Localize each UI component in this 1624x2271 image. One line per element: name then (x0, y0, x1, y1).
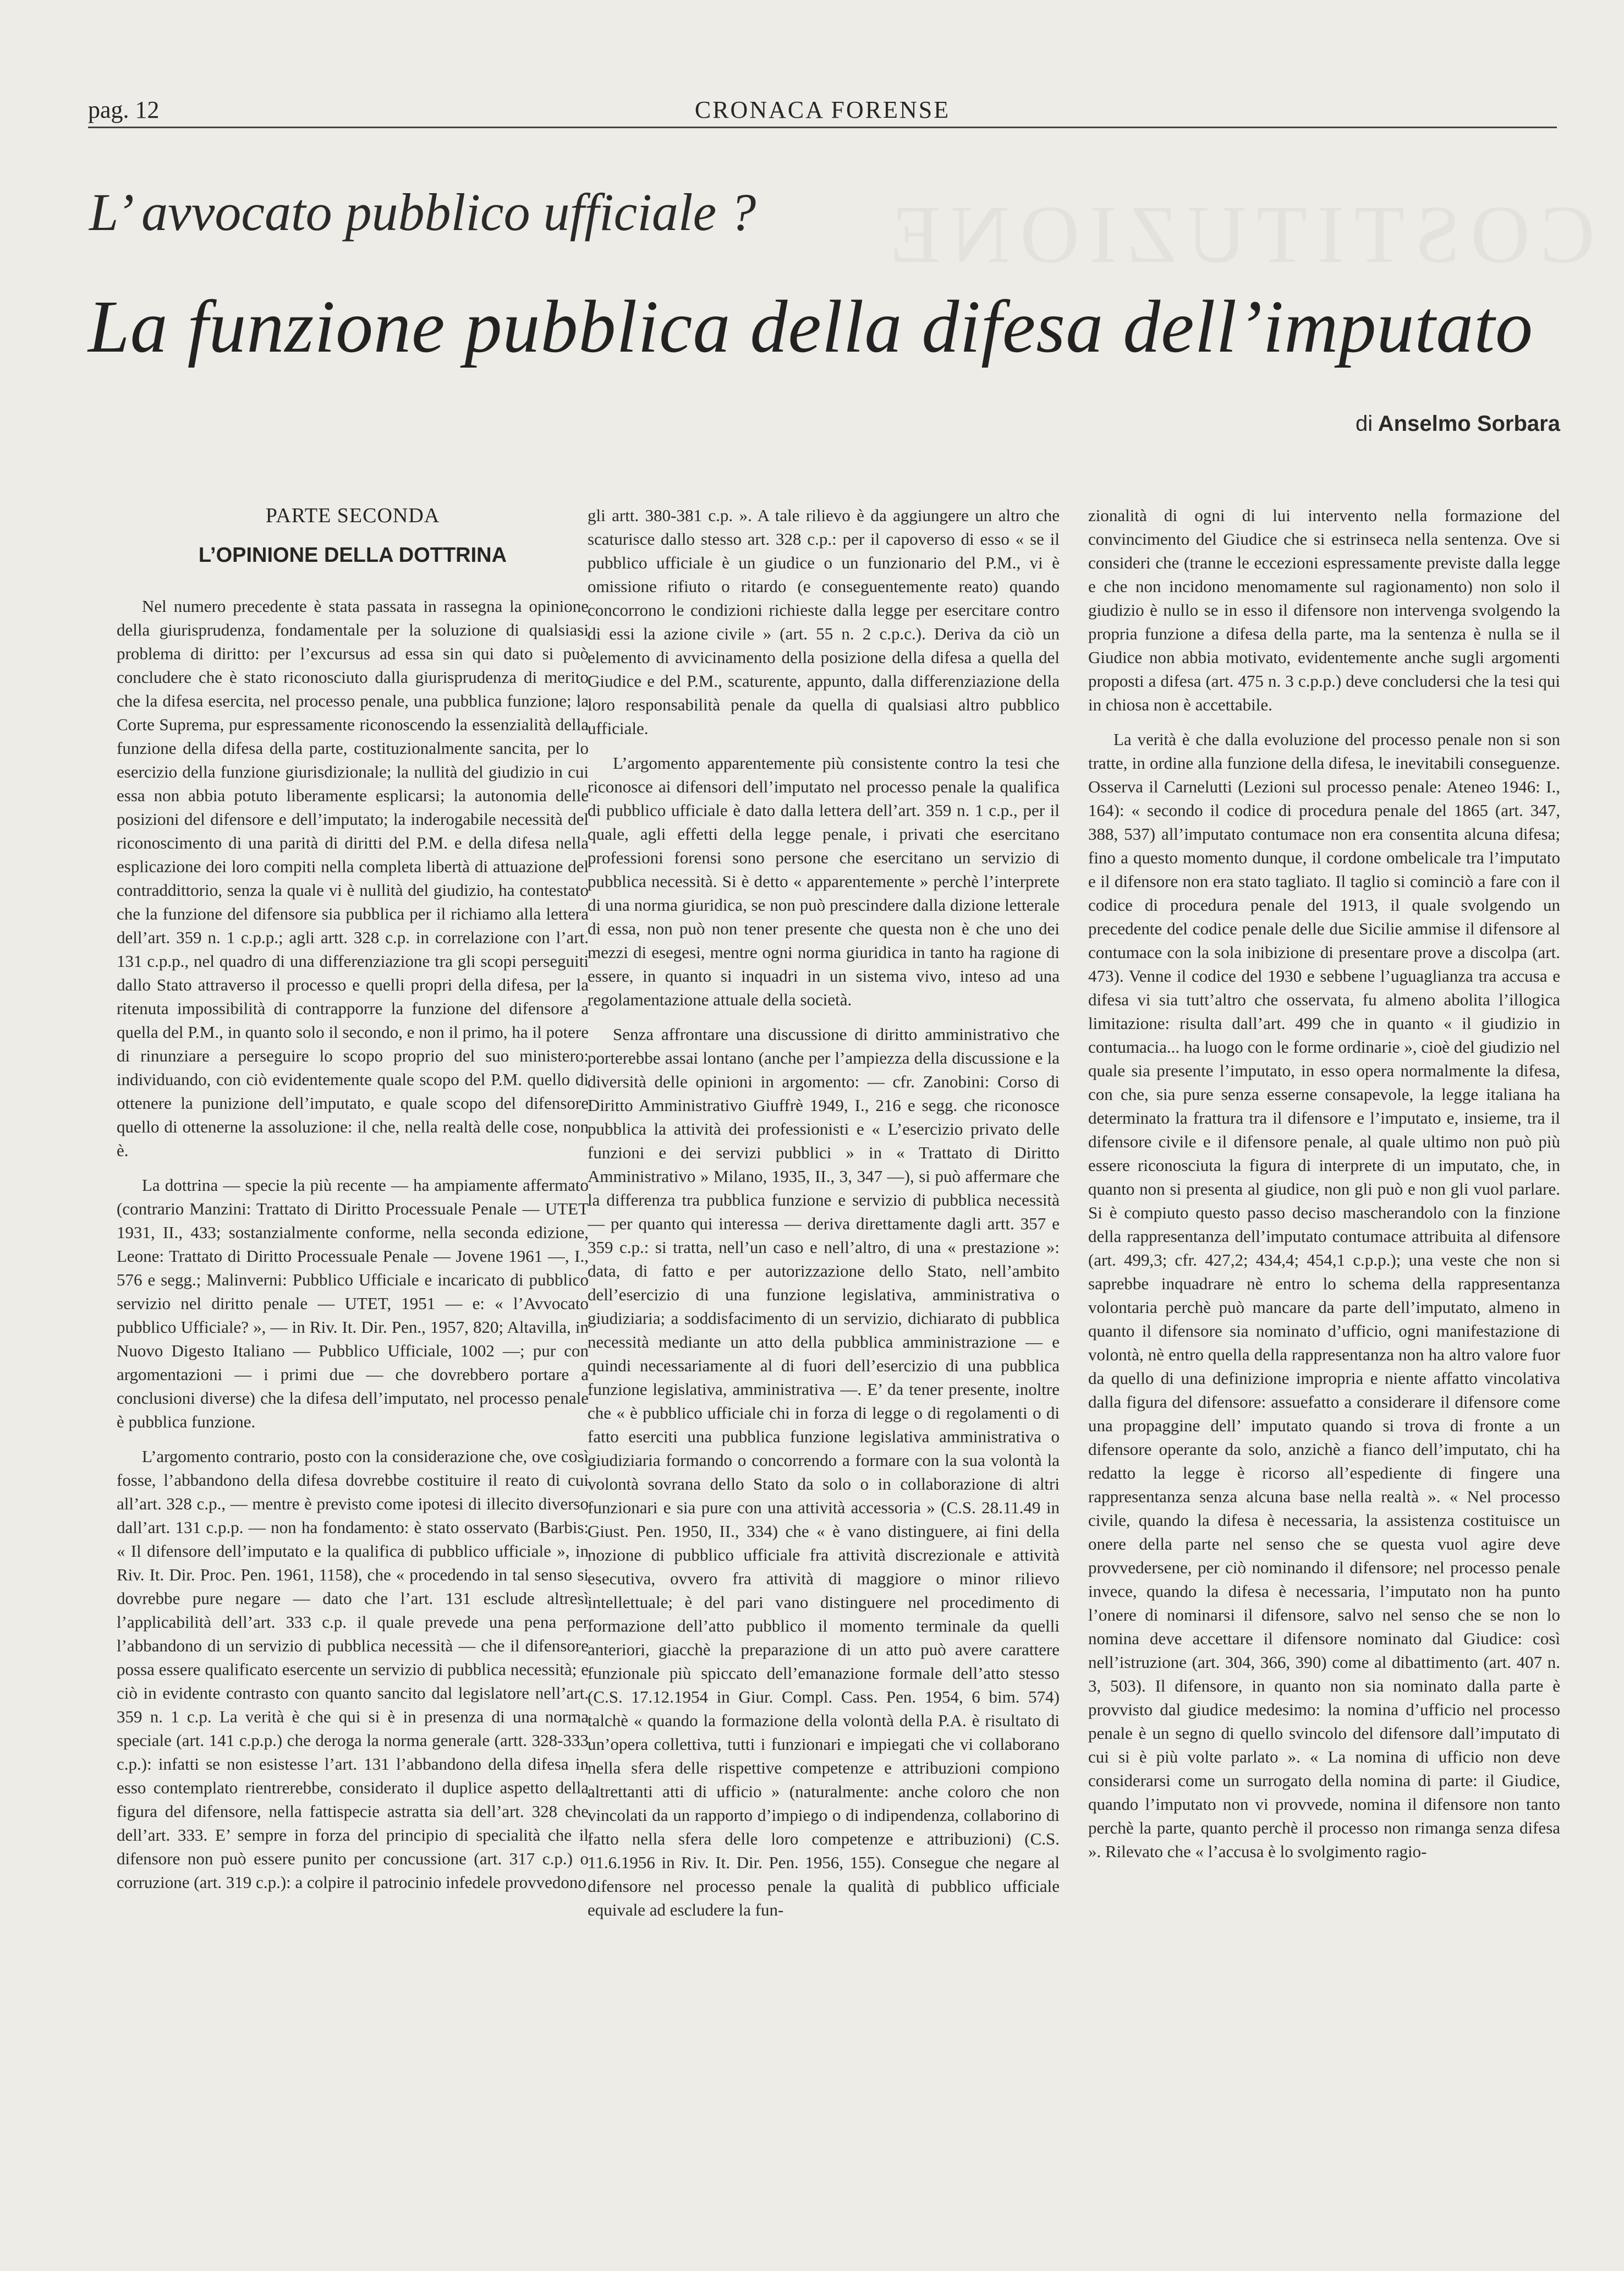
paragraph: Senza affrontare una discussione di diritto amministrativo che porterebbe assai lontano (anche per l’ampiezza della discussione e la diversità delle opinioni in argomento: — cfr. Zanobini: Corso di Diritto Amministrativo Giuffrè 1949, I., 216 e segg. che riconosce pubblica la attività dei professionisti e « L’esercizio privato delle funzioni e dei servizi pubblici » in « Trattato di Diritto Amministrativo » Milano, 1935, II., 3, 347 —), si può affermare che la differenza tra pubblica funzione e servizio di pubblica necessità — per quanto qui interessa — deriva direttamente dagli artt. 357 e 359 c.p.: si tratta, nell’un caso e nell’altro, di una « prestazione »: data, di fatto e per autorizzazione dello Stato, nell’ambito dell’esercizio di una funzione legislativa, amministrativa o giudiziaria; a soddisfacimento di un servizio, dichiarato di pubblica necessità mediante un atto della pubblica amministrazione — e quindi necessariamente al di fuori dell’esercizio di una pubblica funzione legislativa, amministrativa —. E’ da tener presente, inoltre che « è pubblico ufficiale chi in forza di legge o di regolamenti o di fatto eserciti una pubblica funzione legislativa amministrativa o giudiziaria formando o concorrendo a formare con la sua volontà la volontà sovrana dello Stato da solo o in collaborazione di altri funzionari e sia pure con una attività accessoria » (C.S. 28.11.49 in Giust. Pen. 1950, II., 334) che « è vano distinguere, ai fini della nozione di pubblico ufficiale fra attività discrezionale e attività esecutiva, ovvero fra attività di maggiore o minor rilievo intellettuale; è del pari vano distinguere nel procedimento di formazione dell’atto pubblico il momento terminale da quelli anteriori, giacchè la preparazione di un atto può avere carattere funzionale più spiccato dell’emanazione formale dell’atto stesso (C.S. 17.12.1954 in Giur. Compl. Cass. Pen. 1954, 6 bim. 574) talchè « quando la formazione della volontà della P.A. è risultato di un’opera collettiva, tutti i funzionari e impiegati che vi collaborano nella sfera delle rispettive competenze e attribuzioni compiono altrettanti atti di ufficio » (naturalmente: anche coloro che non vincolati da un rapporto d’impiego o di indipendenza, collaborino di fatto nella sfera delle loro competenze e attribuzioni) (C.S. 11.6.1956 in Riv. It. Dir. Pen. 1956, 155). Consegue che negare al difensore nel processo penale la qualità di pubblico ufficiale equivale ad escludere la fun- (588, 1025, 1060, 1919)
article-kicker: L’ avvocato pubblico ufficiale ? (89, 183, 756, 242)
paragraph: zionalità di ogni di lui intervento nella formazione del convincimento del Giudice che si estrinseca nella sentenza. Ove si consideri che (tranne le eccezioni espressamente previste dalla legge e che non incidono menomamente sul ragionamento) non solo il giudizio è nullo se in esso il difensore non intervenga svolgendo la propria funzione a difesa della parte, ma la sentenza è nulla se il Giudice non abbia motivato, evidentemente anche sugli argomenti proposti a difesa (art. 475 n. 3 c.p.p.) deve concludersi che la tesi qui in chiosa non è accettabile. (1088, 506, 1560, 714)
paragraph: L’argomento apparentemente più consistente contro la tesi che riconosce ai difensori dell’imputato nel processo penale la qualifica di pubblico ufficiale è dato dalla lettera dell’art. 359 n. 1 c.p., per il quale, agli effetti della legge penale, i privati che esercitano professioni forensi sono persone che esercitano un servizio di pubblica necessità. Si è detto « apparentemente » perchè l’interprete di una norma giuridica, se non può prescindere dalla dizione letterale di essa, non può non tener presente che questa non è che uno dei mezzi di esegesi, mentre ogni norma giuridica in tanto ha ragione di essere, in quanto si inquadri in un sistema vivo, inteso ad una regolamentazione attuale della società. (588, 753, 1060, 1009)
byline-prefix: di (1356, 412, 1373, 436)
text-column-2 (588, 504, 1060, 2176)
show-through-text: COSTITUZIONE (880, 189, 1595, 280)
paragraph: Nel numero precedente è stata passata in rassegna la opinione della giurisprudenza, fondamentale per la soluzione di qualsiasi problema di diritto: per l’excursus ad essa sin qui dato si può concludere che è stato riconosciuto dalla giurisprudenza di merito che la difesa esercita, nel processo penale, una pubblica funzione; la Corte Suprema, pur espressamente riconoscendo la essenzialità della funzione della difesa della parte, costituzionalmente sancita, per lo esercizio della funzione giurisdizionale; la nullità del giudizio in cui essa non abbia potuto liberamente esplicarsi; la autonomia delle posizioni del difensore e dell’imputato; la inderogabile necessità del riconoscimento di una parità di diritti del P.M. e della difesa nella esplicazione dei loro compiti nella completa libertà di attuazione del contraddittorio, senza la quale vi è nullità del giudizio, ha contestato che la funzione del difensore sia pubblica per il richiamo alla lettera dell’art. 359 n. 1 c.p.p.; agli artt. 328 c.p. in correlazione con l’art. 131 c.p.p., nel quadro di una differenziazione tra gli scopi perseguiti dallo Stato attraverso il processo e quelli propri della difesa, per la ritenuta impossibilità di contrapporre la funzione del difensore a quella del P.M., in quanto solo il secondo, e non il primo, ha il potere di rinunziare a perseguire lo scopo proprio del suo ministero: individuando, con ciò evidentemente quale scopo del P.M. quello di ottenere la punizione dell’imputato, e quale scopo del difensore quello di ottenerne la assoluzione: il che, nella realtà delle cose, non è. (117, 597, 589, 1160)
paragraph: La verità è che dalla evoluzione del processo penale non si son tratte, in ordine alla funzione della difesa, le inevitabili conseguenze. Osserva il Carnelutti (Lezioni sul processo penale: Ateneo 1946: I., 164): « secondo il codice di procedura penale del 1865 (art. 347, 388, 537) all’imputato contumace non era consentita alcuna difesa; fino a questo momento dunque, il cordone ombelicale tra l’imputato e il difensore non era stato tagliato. Il taglio si cominciò a fare con il codice di procedura penale del 1913, il quale svolgendo un precedente del codice penale delle due Sicilie ammise il difensore al contumace con la sola inibizione di presentare prove a discolpa (art. 473). Venne il codice del 1930 e sebbene l’uguaglianza tra accusa e difesa vi sia tutt’altro che osservata, fu almeno abolita l’illogica limitazione: risulta dall’art. 499 che in quanto « il giudizio in contumacia... ha luogo con le forme ordinarie », cioè del giudizio nel quale sia presente l’imputato, in esso opera normalmente la difesa, con che, sia pure senza esserne consapevole, la legge italiana ha determinato la frattura tra il difensore e l’imputato e, insieme, tra il difensore civile e il difensore penale, al quale ultimo non può più essere riconosciuta la figura di interprete di un imputato, che, in quanto non si presenta al giudice, non gli può e non gli vuol parlare. Si è compiuto questo passo deciso mascherandolo con la finzione della rappresentanza dell’imputato contumace attribuita al difensore (art. 499,3; cfr. 427,2; 434,4; 454,1 c.p.p.); una veste che non si saprebbe inquadrare nè entro lo schema della rappresentanza volontaria perchè può mancare da parte dell’imputato, almeno in quanto il difensore sia nominato d’ufficio, ogni manifestazione di volontà, nè entro quella della rappresentanza non ha altro valore fuor da quello di una definizione impropria e niente affatto vincolativa dalla figura del difensore: assuefatto a considerare il difensore come una propaggine dell’ imputato quando si trova di fronte a un difensore operante da solo, anzichè a fianco dell’imputato, chi ha redatto la legge è ricorso all’espediente di fingere una rappresentanza senza alcuna base nella realtà ». « Nel processo civile, quando la difesa è necessaria, la assistenza costituisce un onere della parte nel senso che se questa vuol agire deve provvedersene, per ciò nominando il difensore; nel processo penale invece, quando la difesa è necessaria, l’imputato non ha punto l’onere di nominarsi il difensore, salvo nel senso che se non lo nomina deve accettare il difensore nominato dal Giudice: così nell’istruzione (art. 304, 366, 390) come al dibattimento (art. 407 n. 3, 503). Il difensore, in quanto non sia nominato dalla parte è provvisto dal giudice medesimo: la nomina d’ufficio nel processo penale è un segno di quello svincolo del difensore dall’imputato di cui si è più volte parlato ». « La nomina di ufficio non deve considerarsi come un surrogato della nomina di parte: il Giudice, quando l’imputato non vi provvede, nomina il difensore non tanto perchè la parte, quanto perchè il processo non rimanga senza difesa ». Rilevato che « l’accusa è lo svolgimento ragio- (1088, 730, 1560, 1861)
page-number: pag. 12 (88, 96, 160, 123)
author-name: Anselmo Sorbara (1378, 412, 1560, 436)
paragraph: L’argomento contrario, posto con la considerazione che, ove così fosse, l’abbandono della difesa dovrebbe costituire il reato di cui all’art. 328 c.p., — mentre è previsto come ipotesi di illecito diverso dall’art. 131 c.p.p. — non ha fondamento: è stato osservato (Barbis: « Il difensore dell’imputato e la qualifica di pubblico ufficiale », in Riv. It. Dir. Proc. Pen. 1961, 1158), che « procedendo in tal senso si dovrebbe pure negare — dato che l’art. 131 esclude altresì l’applicabilità dell’art. 333 c.p. il quale prevede una pena per l’abbandono di un servizio di pubblica necessità — che il difensore possa essere qualificato esercente un servizio di pubblica necessità; e ciò in evidente contrasto con quanto sancito dal legislatore nell’art. 359 n. 1 c.p. La verità è che qui si è in presenza di una norma speciale (art. 141 c.p.p.) che deroga la norma generale (artt. 328-333 c.p.): infatti se non esistesse l’art. 131 l’abbandono della difesa in esso contemplato rientrerebbe, considerato il duplice aspetto della figura del difensore, nella fattispecie astratta sia dell’art. 328 che dell’art. 333. E’ sempre in forza del principio di specialità che il difensore non può essere punito per concussione (art. 317 c.p.) o corruzione (art. 319 c.p.): a colpire il patrocinio infedele provvedono (117, 1447, 589, 1892)
byline (1356, 412, 1560, 436)
article-title: La funzione pubblica della difesa dell’imputato (88, 286, 1534, 368)
masthead: CRONACA FORENSE (694, 96, 951, 123)
text-column-1 (117, 594, 589, 2223)
part-label: PARTE SECONDA (265, 504, 440, 527)
page-header (88, 92, 1557, 128)
paragraph: gli artt. 380-381 c.p. ». A tale rilievo è da aggiungere un altro che scaturisce dallo stesso art. 328 c.p.: per il capoverso di esso « se il pubblico ufficiale è un giudice o un funzionario del P.M., vi è omissione rifiuto o ritardo (e conseguentemente reato) quando concorrono le condizioni richieste dalla legge per esercitare contro di essi la azione civile » (art. 55 n. 2 c.p.c.). Deriva da ciò un elemento di avvicinamento della posizione della difesa a quella del Giudice e del P.M., scaturente, appunto, dalla differenziazione della loro responsabilità penale da quella di qualsiasi altro pubblico ufficiale. (588, 506, 1060, 738)
text-column-3 (1088, 504, 1560, 2176)
paragraph: La dottrina — specie la più recente — ha ampiamente affermato (contrario Manzini: Trattato di Diritto Processuale Penale — UTET 1931, II., 433; sostanzialmente conforme, nella seconda edizione, Leone: Trattato di Diritto Processuale Penale — Jovene 1961 —, I., 576 e segg.; Malinverni: Pubblico Ufficiale e incaricato di pubblico servizio nel diritto penale — UTET, 1951 — e: « l’Avvocato pubblico Ufficiale? », — in Riv. It. Dir. Pen., 1957, 820; Altavilla, in Nuovo Digesto Italiano — Pubblico Ufficiale, 1002 —; pur con argomentazioni — i primi due — che dovrebbero portare a conclusioni diverse) che la difesa dell’imputato, nel processo penale è pubblica funzione. (117, 1175, 589, 1431)
section-heading: L’OPINIONE DELLA DOTTRINA (198, 544, 507, 567)
